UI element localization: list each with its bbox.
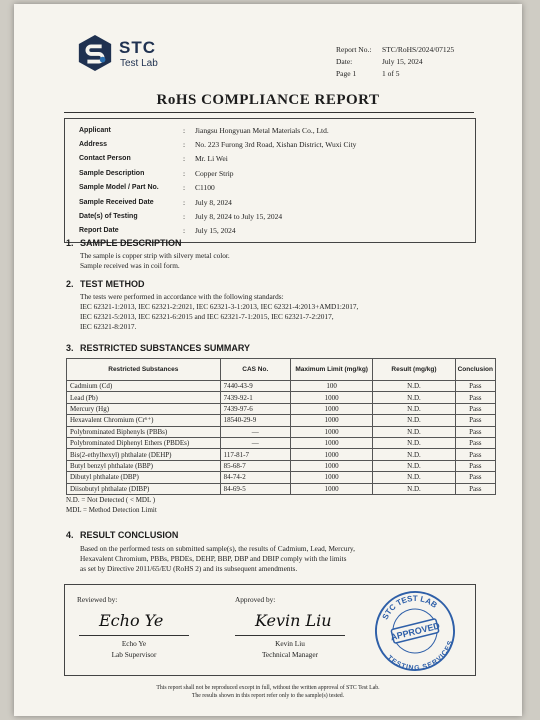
info-label: Contact Person (79, 155, 131, 163)
signature-box (64, 584, 476, 676)
table-row: Mercury (Hg) 7439-97-6 1000 N.D. Pass (67, 403, 496, 414)
table-row: Lead (Pb) 7439-92-1 1000 N.D. Pass (67, 392, 496, 403)
report-page (14, 4, 522, 716)
info-label: Sample Model / Part No. (79, 184, 159, 192)
info-row: Sample Model / Part No. : C1100 (79, 181, 356, 195)
info-value: Mr. Li Wei (195, 154, 228, 164)
section-1-heading: 1. SAMPLE DESCRIPTION (66, 238, 182, 248)
info-row: Applicant : Jiangsu Hongyuan Metal Materials Co., Ltd. (79, 123, 356, 137)
info-value: Jiangsu Hongyuan Metal Materials Co., Ltd. (195, 125, 329, 135)
reviewer-signature-line (79, 635, 189, 636)
table-header: Conclusion (455, 359, 495, 381)
section-3-heading: 3. RESTRICTED SUBSTANCES SUMMARY (66, 343, 251, 353)
info-label: Date(s) of Testing (79, 213, 138, 221)
info-value: No. 223 Furong 3rd Road, Xishan District, Wuxi City (195, 140, 357, 150)
note-mdl: MDL = Method Detection Limit (66, 506, 157, 514)
table-row: Polybrominated Diphenyl Ethers (PBDEs) — 1000 N.D. Pass (67, 437, 496, 448)
meta-label: Report No.: (336, 45, 372, 54)
info-label: Sample Received Date (79, 198, 154, 206)
info-value: July 8, 2024 to July 15, 2024 (195, 212, 283, 222)
approver-signature: Kevin Liu (255, 611, 332, 630)
logo-name: STC (119, 38, 156, 57)
stamp-bottom-text: TESTING SERVICES (385, 640, 455, 673)
meta-label: Page 1 (336, 69, 357, 78)
approved-by-label: Approved by: (235, 595, 276, 604)
footer-note: This report shall not be reproduced except in full, without the written approval of STC Test Lab. The results shown in this report refer only to the sample(s) tested. (156, 685, 380, 699)
table-row: Polybrominated Biphenyls (PBBs) — 1000 N.D. Pass (67, 426, 496, 437)
meta-row (336, 44, 454, 56)
info-value: Copper Strip (195, 168, 234, 178)
stc-logo-icon (76, 34, 114, 72)
table-header: Maximum Limit (mg/kg) (290, 359, 372, 381)
info-label: Report Date (79, 227, 119, 235)
info-label: Applicant (79, 126, 111, 134)
applicant-info-box (64, 118, 476, 243)
table-row: Butyl benzyl phthalate (BBP) 85-68-7 1000 N.D. Pass (67, 460, 496, 471)
info-value: C1100 (195, 183, 215, 193)
info-row: Sample Received Date : July 8, 2024 (79, 195, 356, 209)
meta-row (336, 68, 454, 80)
info-row: Date(s) of Testing : July 8, 2024 to July 15, 2024 (79, 209, 356, 223)
stamp-top-text: STC TEST LAB (380, 593, 439, 622)
reviewed-by-label: Reviewed by: (77, 595, 118, 604)
table-row: Cadmium (Cd) 7440-43-9 100 N.D. Pass (67, 381, 496, 392)
stamp-center-text: APPROVED (389, 620, 441, 643)
info-row: Address : No. 223 Furong 3rd Road, Xishan District, Wuxi City (79, 137, 356, 151)
info-row: Report Date : July 15, 2024 (79, 224, 356, 238)
reviewer-signature: Echo Ye (99, 611, 164, 630)
table-header: Result (mg/kg) (373, 359, 455, 381)
title-divider (64, 112, 474, 113)
approver-name: Kevin Liu (275, 639, 305, 648)
table-row: Diisobutyl phthalate (DIBP) 84-69-5 1000 N.D. Pass (67, 483, 496, 494)
logo-subtitle: Test Lab (120, 58, 158, 69)
approver-role: Technical Manager (261, 650, 318, 659)
info-label: Address (79, 141, 108, 149)
reviewer-name: Echo Ye (121, 639, 147, 648)
table-row: Hexavalent Chromium (Cr⁶⁺) 18540-29-9 1000 N.D. Pass (67, 415, 496, 426)
section-2-heading: 2. TEST METHOD (66, 279, 145, 289)
section-1-body: The sample is copper strip with silvery metal color. Sample received was in coil form. (80, 251, 230, 270)
info-value: July 8, 2024 (195, 197, 232, 207)
info-row: Contact Person : Mr. Li Wei (79, 152, 356, 166)
info-row: Sample Description : Copper Strip (79, 166, 356, 180)
meta-row (336, 56, 454, 68)
section-4-body: Based on the performed tests on submitted sample(s), the results of Cadmium, Lead, Mercury, Hexavalent Chromium, PBBs, PBDEs, DEHP, BBP, DBP and DBIP comply with the limits as set by Directive 2011/65/EU (RoHS 2) and its subsequent amendments. (80, 544, 355, 573)
meta-label: Date: (336, 57, 353, 66)
restricted-substances-table (66, 358, 496, 495)
meta-value: STC/RoHS/2024/07125 (382, 45, 455, 54)
approved-stamp-icon (373, 589, 457, 673)
report-meta (336, 44, 454, 80)
note-nd: N.D. = Not Detected ( < MDL ) (66, 496, 156, 504)
section-4-heading: 4. RESULT CONCLUSION (66, 530, 179, 540)
info-value: July 15, 2024 (195, 226, 236, 236)
table-header-row (67, 359, 496, 381)
table-row: Dibutyl phthalate (DBP) 84-74-2 1000 N.D. Pass (67, 472, 496, 483)
section-2-body: The tests were performed in accordance with the following standards: IEC 62321-1:2013, IEC 62321-2:2021, IEC 62321-3-1:2013, IEC 62321-4:2013+AMD1:2017, IEC 62321-5:2013, IEC 62321-6:2015 and IEC 62321-7-1:2015, IEC 62321-7-2:2017, IEC 62321-8:2017. (80, 292, 359, 331)
approver-signature-line (235, 635, 345, 636)
meta-value: 1 of 5 (382, 69, 400, 78)
reviewer-role: Lab Supervisor (111, 650, 157, 659)
table-header: Restricted Substances (67, 359, 221, 381)
report-title: RoHS COMPLIANCE REPORT (156, 92, 380, 108)
table-header: CAS No. (220, 359, 290, 381)
info-label: Sample Description (79, 169, 145, 177)
meta-value: July 15, 2024 (382, 57, 423, 66)
table-row: Bis(2-ethylhexyl) phthalate (DEHP) 117-81-7 1000 N.D. Pass (67, 449, 496, 460)
